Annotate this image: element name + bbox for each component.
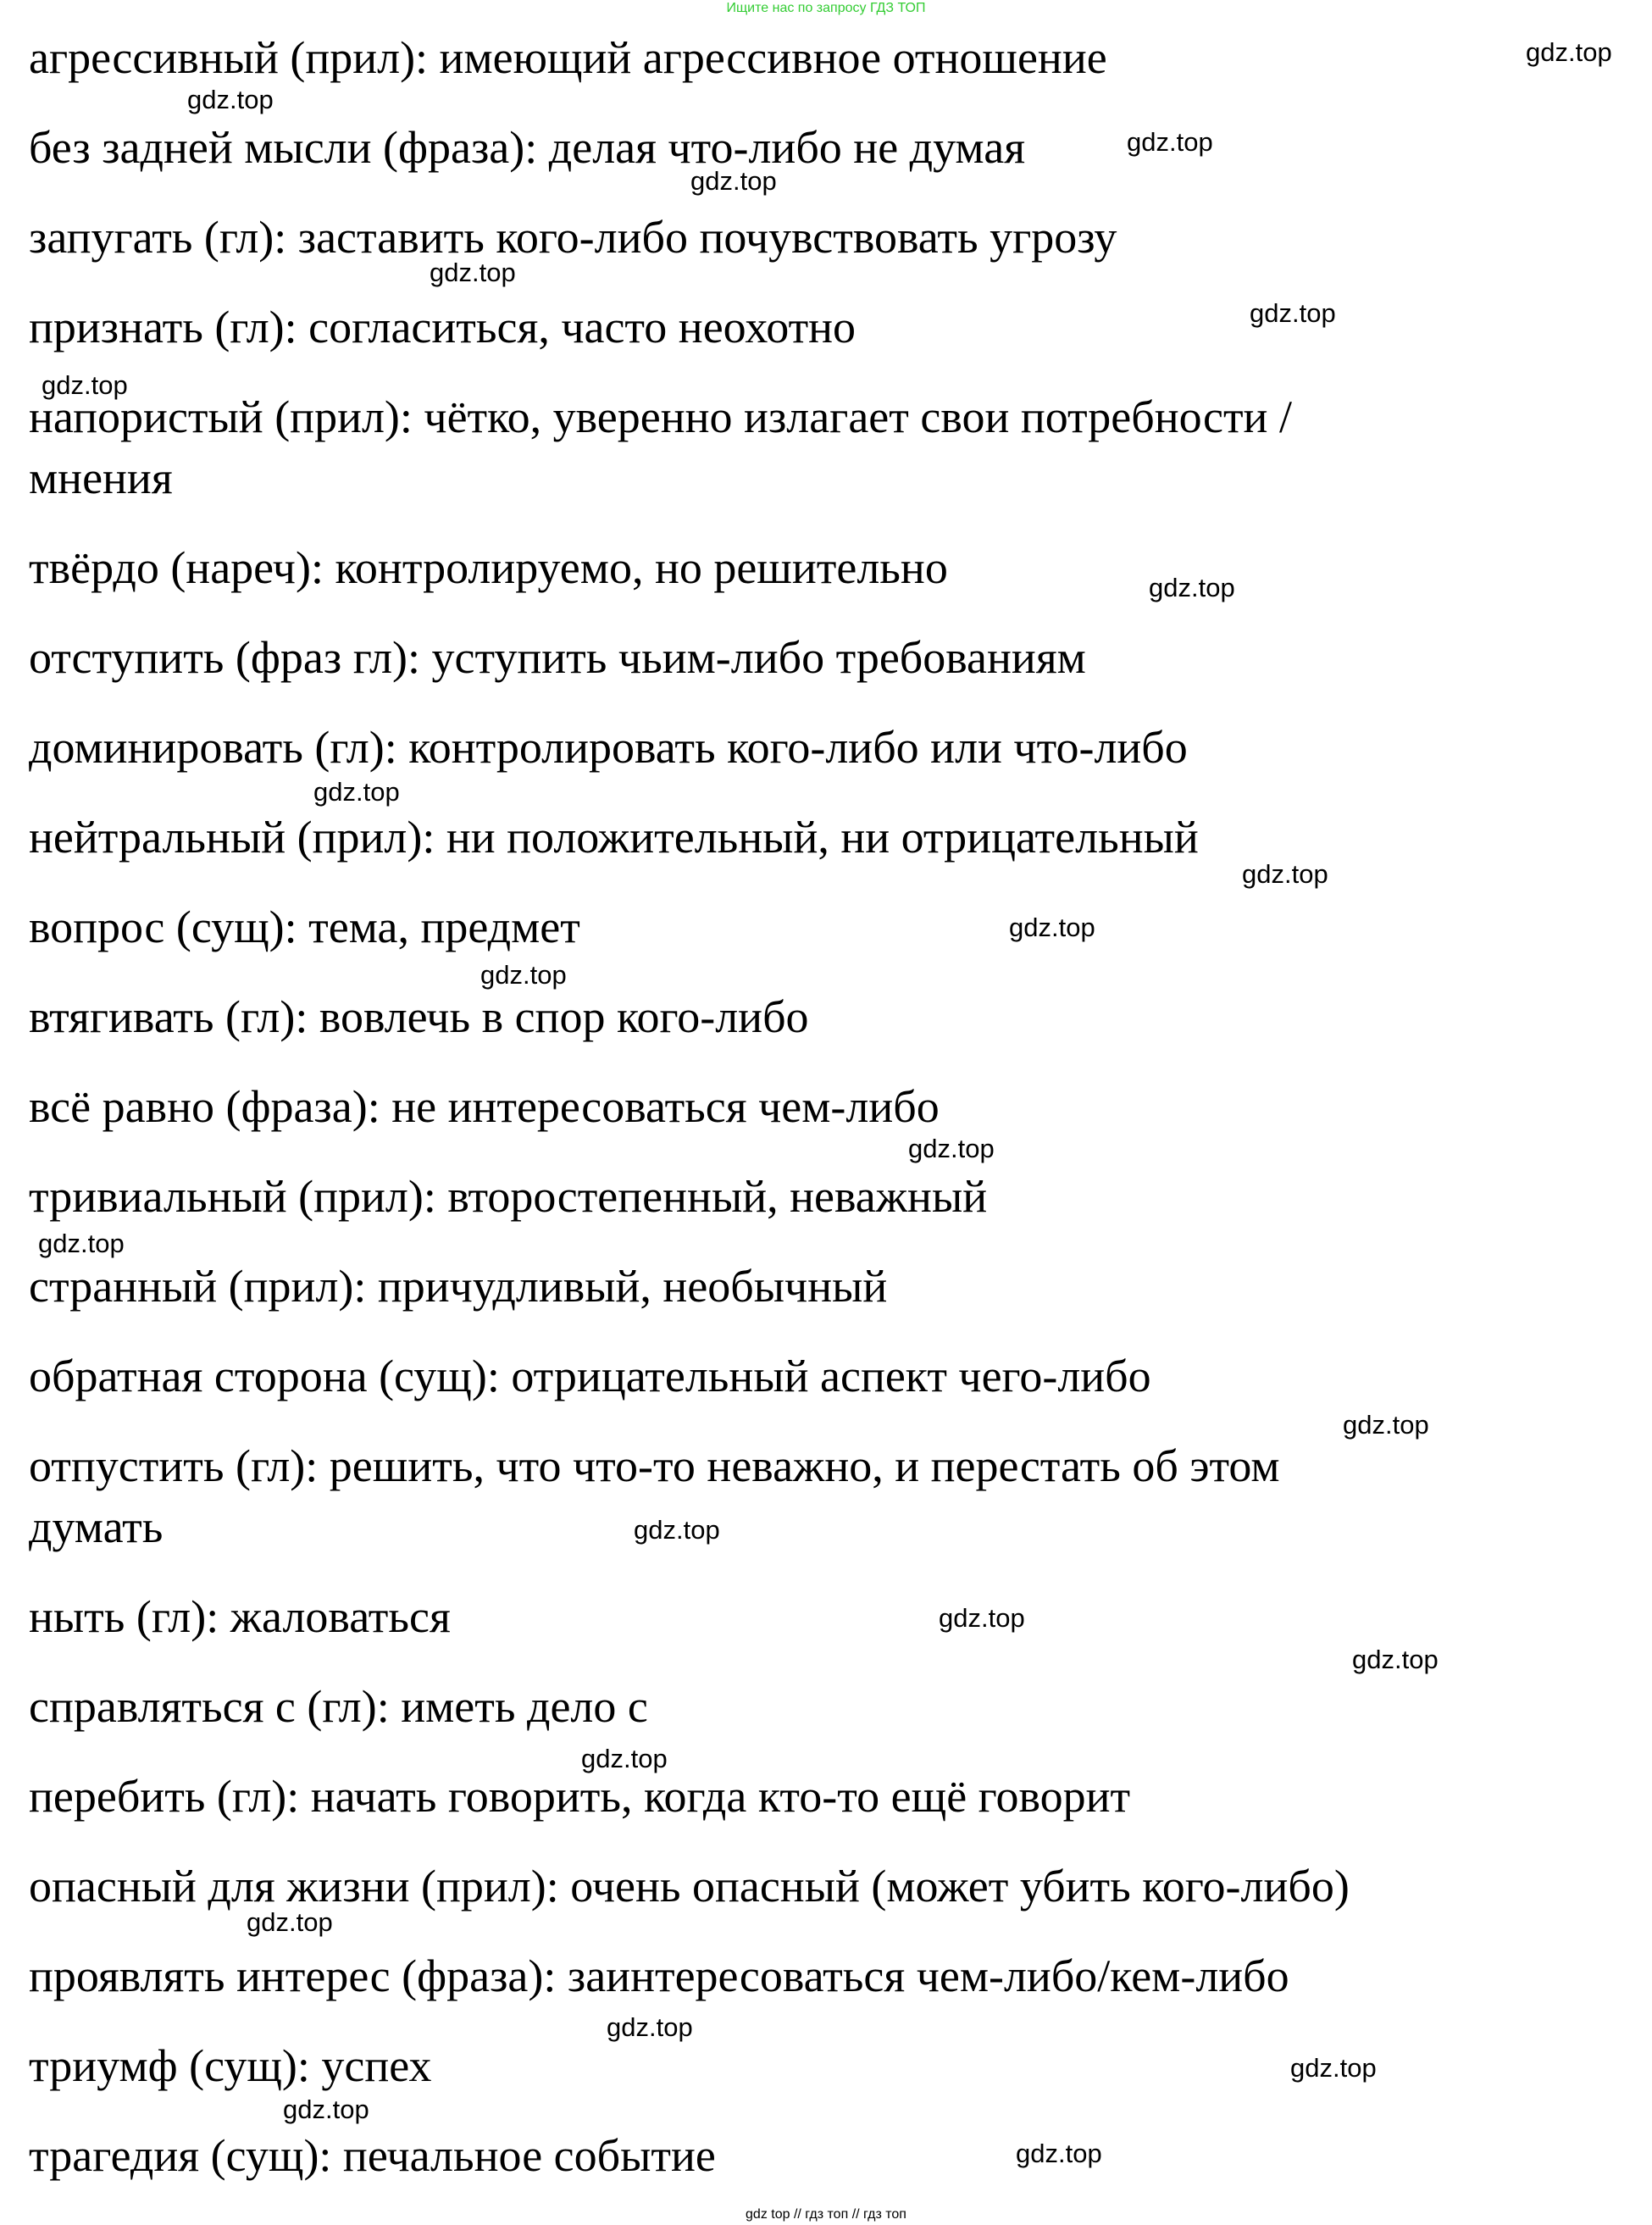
glossary-entry: ныть (гл): жаловаться bbox=[29, 1591, 451, 1642]
watermark: gdz.top bbox=[1290, 2053, 1377, 2083]
glossary-entry: обратная сторона (сущ): отрицательный аспект чего-либо bbox=[29, 1351, 1151, 1401]
glossary-entry: агрессивный (прил): имеющий агрессивное отношение bbox=[29, 32, 1107, 83]
watermark: gdz.top bbox=[634, 1515, 720, 1545]
glossary-entry: признать (гл): согласиться, часто неохотно bbox=[29, 302, 856, 352]
watermark: gdz.top bbox=[1149, 573, 1235, 602]
glossary-entry: тривиальный (прил): второстепенный, неважный bbox=[29, 1171, 988, 1222]
watermark: gdz.top bbox=[1526, 37, 1612, 67]
glossary-entry: втягивать (гл): вовлечь в спор кого-либо bbox=[29, 991, 809, 1042]
watermark: gdz.top bbox=[480, 960, 567, 990]
glossary-entry-continuation: думать bbox=[29, 1501, 164, 1552]
glossary-entry: странный (прил): причудливый, необычный bbox=[29, 1261, 888, 1312]
watermark: gdz.top bbox=[42, 370, 128, 400]
watermark: gdz.top bbox=[690, 166, 777, 196]
glossary-entry: справляться с (гл): иметь дело с bbox=[29, 1681, 648, 1732]
glossary-entry: нейтральный (прил): ни положительный, ни отрицательный bbox=[29, 812, 1199, 863]
glossary-entry: запугать (гл): заставить кого-либо почувствовать угрозу bbox=[29, 212, 1117, 263]
watermark: gdz.top bbox=[581, 1744, 668, 1773]
glossary-entry: доминировать (гл): контролировать кого-либо или что-либо bbox=[29, 722, 1188, 773]
watermark: gdz.top bbox=[1009, 913, 1095, 942]
watermark: gdz.top bbox=[187, 85, 274, 114]
watermark: gdz.top bbox=[1343, 1410, 1429, 1440]
glossary-entry: перебить (гл): начать говорить, когда кто-то ещё говорит bbox=[29, 1771, 1131, 1822]
glossary-entry: триумф (сущ): успех bbox=[29, 2040, 432, 2091]
glossary-entry: вопрос (сущ): тема, предмет bbox=[29, 902, 580, 952]
watermark: gdz.top bbox=[939, 1603, 1025, 1633]
glossary-entry: трагедия (сущ): печальное событие bbox=[29, 2130, 716, 2181]
glossary-entry: проявлять интерес (фраза): заинтересоваться чем-либо/кем-либо bbox=[29, 1950, 1289, 2001]
watermark: gdz.top bbox=[38, 1229, 125, 1258]
watermark: gdz.top bbox=[1352, 1645, 1439, 1674]
watermark: gdz.top bbox=[283, 2095, 369, 2124]
watermark: gdz.top bbox=[430, 258, 516, 287]
glossary-entry-continuation: мнения bbox=[29, 452, 173, 503]
watermark: gdz.top bbox=[1242, 859, 1328, 889]
watermark: gdz.top bbox=[908, 1134, 995, 1163]
glossary-entry: напористый (прил): чётко, уверенно излагает свои потребности / bbox=[29, 391, 1292, 442]
watermark: gdz.top bbox=[1127, 127, 1213, 157]
top-banner: Ищите нас по запросу ГДЗ ТОП bbox=[726, 1, 926, 15]
bottom-footer: gdz top // гдз топ // гдз топ bbox=[746, 2207, 906, 2222]
glossary-entry: опасный для жизни (прил): очень опасный (может убить кого-либо) bbox=[29, 1861, 1350, 1912]
watermark: gdz.top bbox=[313, 777, 400, 807]
watermark: gdz.top bbox=[1250, 298, 1336, 328]
glossary-entry: всё равно (фраза): не интересоваться чем-либо bbox=[29, 1081, 940, 1132]
glossary-entry: твёрдо (нареч): контролируемо, но решительно bbox=[29, 542, 948, 593]
watermark: gdz.top bbox=[247, 1907, 333, 1937]
glossary-entry: отступить (фраз гл): уступить чьим-либо требованиям bbox=[29, 632, 1086, 683]
watermark: gdz.top bbox=[607, 2012, 693, 2042]
glossary-entry: без задней мысли (фраза): делая что-либо не думая bbox=[29, 122, 1026, 173]
glossary-entry: отпустить (гл): решить, что что-то неважно, и перестать об этом bbox=[29, 1440, 1280, 1491]
watermark: gdz.top bbox=[1016, 2139, 1102, 2168]
